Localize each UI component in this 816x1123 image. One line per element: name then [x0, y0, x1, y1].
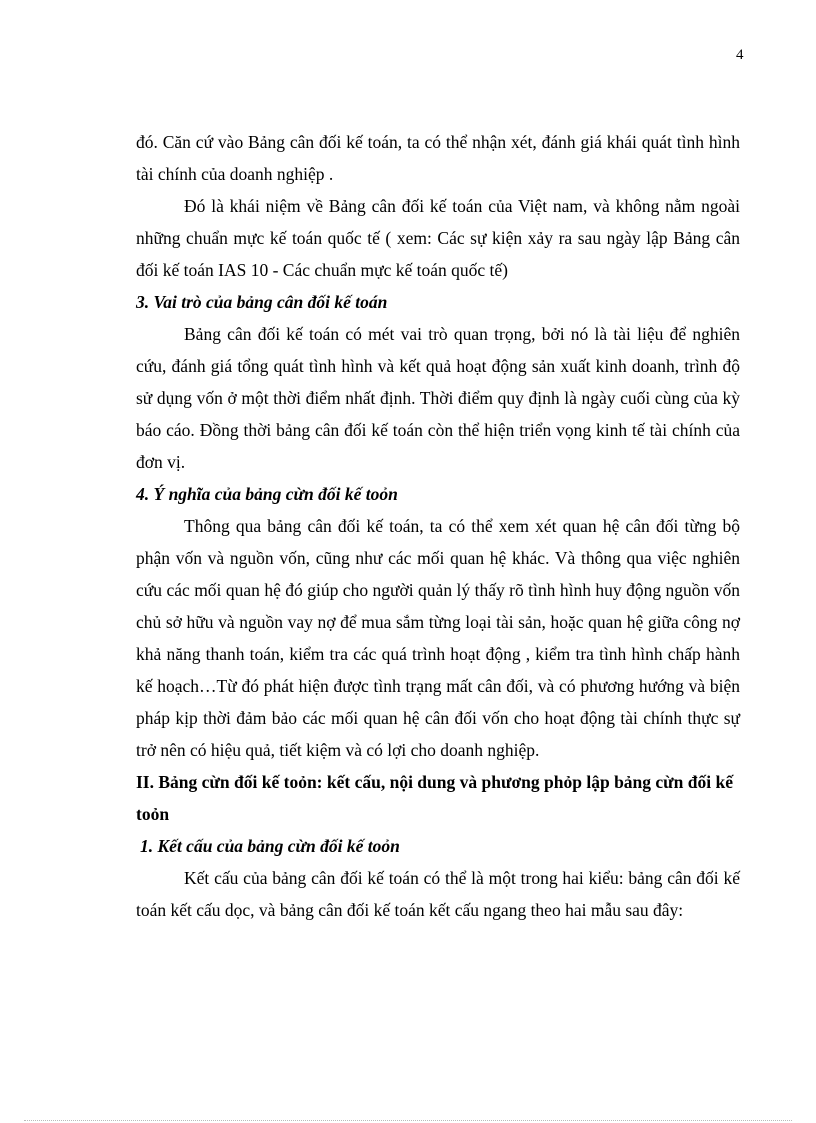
heading-section-2: II. Bảng cừn đối kế toỏn: kết cấu, nội dung và phương phỏp lập bảng cừn đối kế toỏn [136, 772, 733, 824]
page-number: 4 [736, 47, 744, 63]
heading-role: 3. Vai trò của bảng cân đối kế toán [136, 292, 388, 312]
paragraph-structure: Kết cấu của bảng cân đối kế toán có thể là một trong hai kiểu: bảng cân đối kế toán kết cấu dọc, và bảng cân đối kế toán kết cấu ngang theo hai mẫu sau đây: [136, 868, 740, 920]
heading-meaning: 4. Ý nghĩa của bảng cừn đối kế toỏn [136, 484, 398, 504]
paragraph-meaning: Thông qua bảng cân đối kế toán, ta có thể xem xét quan hệ cân đối từng bộ phận vốn và nguồn vốn, cũng như các mối quan hệ khác. Và thông qua việc nghiên cứu các mối quan hệ đó giúp cho người quản lý thấy rõ tình hình huy động nguồn vốn chủ sở hữu và nguồn vay nợ để mua sắm từng loại tài sản, hoặc quan hệ giữa công nợ khả năng thanh toán, kiểm tra các quá trình hoạt động , kiểm tra tình hình chấp hành kế hoạch…Từ đó phát hiện được tình trạng mất cân đối, và có phương hướng và biện pháp kịp thời đảm bảo các mối quan hệ cân đối vốn cho hoạt động tài chính thực sự trở nên có hiệu quả, tiết kiệm và có lợi cho doanh nghiệp. [136, 516, 740, 760]
heading-structure: 1. Kết cấu của bảng cừn đối kế toỏn [140, 836, 400, 856]
page-bottom-divider [24, 1120, 792, 1121]
paragraph-ias-reference: Đó là khái niệm về Bảng cân đối kế toán của Việt nam, và không nằm ngoài những chuẩn mực kế toán quốc tế ( xem: Các sự kiện xảy ra sau ngày lập Bảng cân đối kế toán IAS 10 - Các chuẩn mực kế toán quốc tế) [136, 196, 740, 280]
paragraph-intro: đó. Căn cứ vào Bảng cân đối kế toán, ta có thể nhận xét, đánh giá khái quát tình hình tài chính của doanh nghiệp . [136, 132, 740, 184]
document-body [136, 126, 740, 926]
paragraph-role: Bảng cân đối kế toán có mét vai trò quan trọng, bởi nó là tài liệu để nghiên cứu, đánh giá tổng quát tình hình và kết quả hoạt động sản xuất kinh doanh, trình độ sử dụng vốn ở một thời điểm nhất định. Thời điểm quy định là ngày cuối cùng của kỳ báo cáo. Đồng thời bảng cân đối kế toán còn thể hiện triển vọng kinh tế tài chính của đơn vị. [136, 324, 740, 472]
